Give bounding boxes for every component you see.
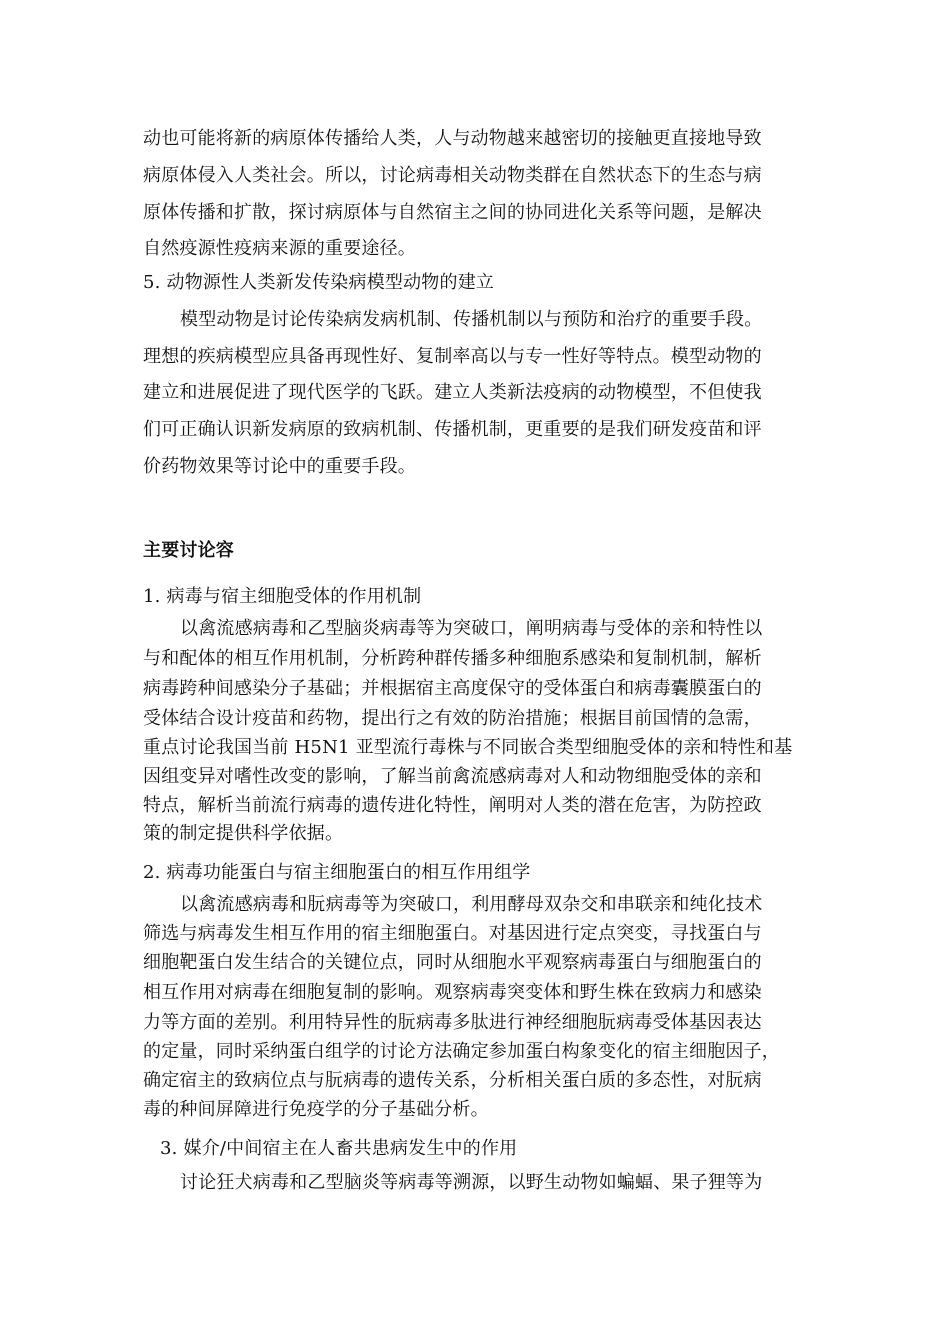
text-line: 受体结合设计疫苗和药物，提出行之有效的防治措施；根据目前国情的急需， bbox=[143, 708, 762, 729]
text-line: 理想的疾病模型应具备再现性好、复制率高以与专一性好等特点。模型动物的 bbox=[143, 346, 762, 367]
text-line: 筛选与病毒发生相互作用的宿主细胞蛋白。对基因进行定点突变，寻找蛋白与 bbox=[143, 923, 762, 944]
text-line: 们可正确认识新发病原的致病机制、传播机制，更重要的是我们研发疫苗和评 bbox=[143, 419, 762, 440]
text-line: 策的制定提供科学依据。 bbox=[143, 823, 344, 844]
text-line: 原体传播和扩散，探讨病原体与自然宿主之间的协同进化关系等问题，是解决 bbox=[143, 202, 762, 223]
item-heading: 1. 病毒与宿主细胞受体的作用机制 bbox=[143, 586, 422, 607]
text-line: 病原体侵入人类社会。所以，讨论病毒相关动物类群在自然状态下的生态与病 bbox=[143, 165, 762, 186]
text-line: 病毒跨种间感染分子基础；并根据宿主高度保守的受体蛋白和病毒囊膜蛋白的 bbox=[143, 678, 762, 699]
item-heading: 3. 媒介/中间宿主在人畜共患病发生中的作用 bbox=[160, 1138, 518, 1159]
text-line: 讨论狂犬病毒和乙型脑炎等病毒等溯源，以野生动物如蝙蝠、果子狸等为 bbox=[180, 1172, 763, 1193]
text-line: 毒的种间屏障进行免疫学的分子基础分析。 bbox=[143, 1099, 489, 1120]
text-line: 价药物效果等讨论中的重要手段。 bbox=[143, 456, 416, 477]
text-line: 与和配体的相互作用机制，分析跨种群传播多种细胞系感染和复制机制，解析 bbox=[143, 648, 762, 669]
text-line: 重点讨论我国当前 H5N1 亚型流行毒株与不同嵌合类型细胞受体的亲和特性和基 bbox=[143, 737, 793, 758]
text-line: 相互作用对病毒在细胞复制的影响。观察病毒突变体和野生株在致病力和感染 bbox=[143, 982, 762, 1003]
item-heading: 2. 病毒功能蛋白与宿主细胞蛋白的相互作用组学 bbox=[143, 862, 531, 883]
text-line: 以禽流感病毒和朊病毒等为突破口，利用酵母双杂交和串联亲和纯化技术 bbox=[180, 894, 763, 915]
text-line: 确定宿主的致病位点与朊病毒的遗传关系，分析相关蛋白质的多态性，对朊病 bbox=[143, 1070, 762, 1091]
text-line: 自然疫源性疫病来源的重要途径。 bbox=[143, 238, 416, 259]
text-line: 以禽流感病毒和乙型脑炎病毒等为突破口，阐明病毒与受体的亲和特性以 bbox=[180, 618, 763, 639]
text-line: 的定量，同时采纳蛋白组学的讨论方法确定参加蛋白构象变化的宿主细胞因子， bbox=[143, 1041, 780, 1062]
text-line: 因组变异对嗜性改变的影响，了解当前禽流感病毒对人和动物细胞受体的亲和 bbox=[143, 766, 762, 787]
text-line: 力等方面的差别。利用特异性的朊病毒多肽进行神经细胞朊病毒受体基因表达 bbox=[143, 1012, 762, 1033]
main-heading: 主要讨论容 bbox=[143, 540, 234, 561]
text-line: 特点，解析当前流行病毒的遗传进化特性，阐明对人类的潜在危害，为防控政 bbox=[143, 795, 762, 816]
section-heading: 5. 动物源性人类新发传染病模型动物的建立 bbox=[143, 272, 495, 293]
text-line: 动也可能将新的病原体传播给人类，人与动物越来越密切的接触更直接地导致 bbox=[143, 128, 762, 149]
text-line: 模型动物是讨论传染病发病机制、传播机制以与预防和治疗的重要手段。 bbox=[180, 309, 763, 330]
text-line: 细胞靶蛋白发生结合的关键位点，同时从细胞水平观察病毒蛋白与细胞蛋白的 bbox=[143, 952, 762, 973]
text-line: 建立和进展促进了现代医学的飞跃。建立人类新法疫病的动物模型，不但使我 bbox=[143, 382, 762, 403]
